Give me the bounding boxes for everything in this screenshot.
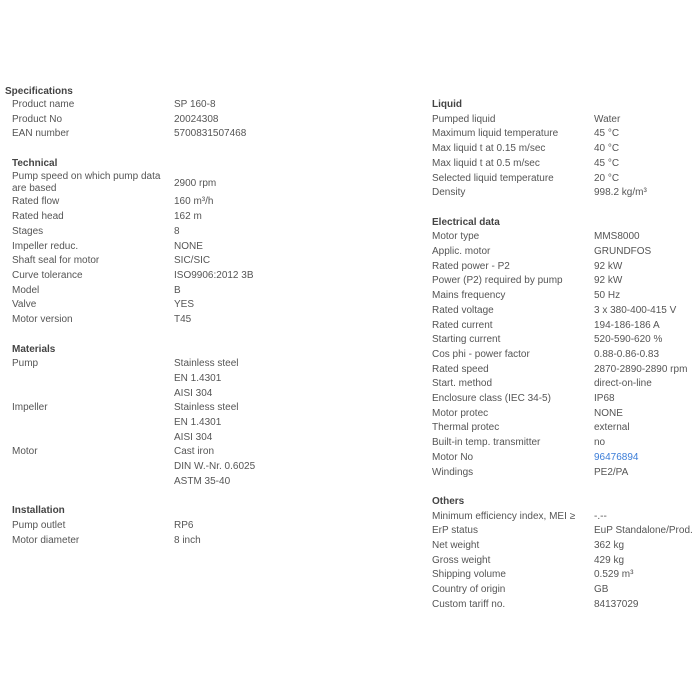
spec-value: 194-186-186 A [594,319,660,331]
spec-row [432,392,700,407]
spec-value: 0.88-0.86-0.83 [594,348,660,360]
left-column [12,98,412,548]
spec-row [432,436,700,451]
spec-row [432,539,700,554]
spec-label: Motor version [12,314,73,326]
spec-value: IP68 [594,393,615,405]
spec-value: GB [594,584,609,596]
spec-label: Model [12,284,40,296]
spec-row [12,401,412,445]
spec-value: YES [174,299,195,311]
spec-value: ASTM 35-40 [174,475,231,487]
spec-row [432,260,700,275]
spec-value: 20 °C [594,172,620,184]
spec-value: T45 [174,314,192,326]
spec-value: 5700831507468 [174,128,247,140]
spec-row [432,230,700,245]
spec-label: Impeller [12,402,48,414]
spec-value: B [174,284,181,296]
spec-value: Stainless steel [174,358,239,370]
spec-row [12,210,412,225]
spec-label: Net weight [432,540,480,552]
spec-row [432,421,700,436]
spec-row [432,333,700,348]
spec-row [12,195,412,210]
spec-row [432,186,700,201]
spec-row [432,510,700,525]
spec-label: Start. method [432,378,493,390]
spec-value: 2900 rpm [174,178,217,190]
spec-label: Selected liquid temperature [432,172,554,184]
spec-row [432,113,700,128]
spec-label: Country of origin [432,584,506,596]
spec-label: Windings [432,466,474,478]
spec-row [12,98,412,113]
spec-row [12,225,412,240]
spec-value: NONE [594,407,623,419]
spec-label: ErP status [432,525,478,537]
spec-value: NONE [174,240,203,252]
spec-row [432,319,700,334]
others-section [432,495,700,613]
materials-section [12,343,412,490]
spec-label: Product name [12,99,75,110]
spec-value: 8 [174,225,180,237]
spec-row [12,269,412,284]
spec-value: 92 kW [594,275,623,287]
page-title: Specifications [5,86,73,97]
spec-label: Applic. motor [432,245,491,257]
spec-label: Maximum liquid temperature [432,128,559,140]
section-title-others: Others [432,495,465,507]
spec-label: Product No [12,113,63,125]
electrical-section [432,216,700,481]
spec-value: external [594,422,630,434]
spec-value: 362 kg [594,540,625,552]
spec-label: Pumped liquid [432,113,496,125]
spec-value: 45 °C [594,157,620,169]
spec-value: 3 x 380-400-415 V [594,304,677,316]
spec-row [12,298,412,313]
spec-row [12,240,412,255]
spec-row [432,554,700,569]
spec-value: Cast iron [174,446,215,458]
spec-value: 998.2 kg/m³ [594,187,647,199]
spec-label: Starting current [432,334,501,346]
spec-label: Rated flow [12,196,60,208]
spec-row [432,172,700,187]
spec-row [12,357,412,401]
spec-row [432,363,700,378]
spec-row [432,583,700,598]
spec-value: 429 kg [594,554,625,566]
spec-row [432,157,700,172]
spec-label: Pump [12,358,39,370]
spec-row [12,445,412,489]
spec-value: 40 °C [594,143,620,155]
spec-row [432,274,700,289]
spec-row [12,534,412,549]
installation-section [12,504,412,548]
spec-value: 50 Hz [594,290,621,302]
spec-value: SP 160-8 [174,99,216,110]
spec-row [432,142,700,157]
spec-label: Density [432,187,466,199]
spec-value: MMS8000 [594,231,640,243]
spec-value: DIN W.-Nr. 0.6025 [174,461,256,473]
liquid-section [432,98,700,201]
spec-row [432,289,700,304]
spec-row [432,304,700,319]
section-title-technical: Technical [12,157,58,169]
section-title-liquid: Liquid [432,99,462,110]
spec-label: Valve [12,299,37,311]
spec-label: Motor No [432,451,474,463]
spec-row [432,568,700,583]
spec-row [12,284,412,299]
spec-label: Stages [12,225,44,237]
spec-row [432,377,700,392]
spec-label: Max liquid t at 0.15 m/sec [432,143,546,155]
spec-value: 20024308 [174,113,219,125]
spec-label: Cos phi - power factor [432,348,530,360]
section-title-installation: Installation [12,505,65,517]
spec-row [12,254,412,269]
spec-label: Rated power - P2 [432,260,510,272]
technical-section [12,157,412,328]
spec-value: 520-590-620 % [594,334,663,346]
spec-label: EAN number [12,128,70,140]
spec-label: Minimum efficiency index, MEI ≥ [432,510,576,522]
spec-label: Thermal protec [432,422,500,434]
spec-value: RP6 [174,519,194,531]
spec-label: Motor protec [432,407,489,419]
spec-label: Shipping volume [432,569,506,581]
spec-label: Rated voltage [432,304,494,316]
spec-row [432,407,700,422]
spec-label: Motor diameter [12,534,80,546]
spec-row [432,466,700,481]
section-title-electrical: Electrical data [432,216,500,228]
spec-row [12,113,412,128]
spec-label: Mains frequency [432,290,506,302]
spec-row [12,519,412,534]
spec-value: -.-- [594,510,607,522]
spec-label: Rated speed [432,363,489,375]
spec-label: Motor type [432,231,480,243]
spec-row [432,348,700,363]
spec-row [432,598,700,613]
spec-row [432,451,700,466]
spec-label: Max liquid t at 0.5 m/sec [432,157,540,169]
spec-value: SIC/SIC [174,255,211,267]
spec-label: Power (P2) required by pump [432,275,563,287]
spec-row [432,524,700,539]
spec-row [12,127,412,142]
spec-value: GRUNDFOS [594,245,652,257]
spec-label: Enclosure class (IEC 34-5) [432,393,551,405]
spec-value: 8 inch [174,534,201,546]
spec-value: 45 °C [594,128,620,140]
spec-value: AISI 304 [174,431,213,443]
spec-value: no [594,437,606,449]
spec-value: direct-on-line [594,378,652,390]
spec-value: EN 1.4301 [174,417,222,428]
spec-label: Pump outlet [12,519,66,531]
right-column [432,98,700,613]
spec-label: Impeller reduc. [12,240,79,252]
spec-value: 2870-2890-2890 rpm [594,363,688,375]
spec-value: 84137029 [594,598,639,610]
spec-row [12,313,412,328]
spec-row [432,245,700,260]
spec-label: Curve tolerance [12,270,83,281]
spec-value: 162 m [174,211,202,223]
spec-label: Shaft seal for motor [12,255,100,267]
spec-value: PE2/PA [594,466,629,478]
spec-label: Pump speed on which pump data are based [12,171,161,195]
spec-label: Custom tariff no. [432,598,506,610]
spec-value: AISI 304 [174,387,213,399]
spec-label: Motor [12,446,38,458]
section-title-materials: Materials [12,343,56,355]
motor-no-link[interactable]: 96476894 [594,451,639,463]
spec-label: Built-in temp. transmitter [432,437,541,449]
spec-row [432,127,700,142]
spec-value: 160 m³/h [174,196,214,208]
spec-row [12,171,412,195]
spec-value: EuP Standalone/Prod. [594,525,693,537]
spec-label: Gross weight [432,554,491,566]
general-section [12,98,412,142]
spec-value: Water [594,113,621,125]
spec-value: EN 1.4301 [174,372,222,384]
spec-value: Stainless steel [174,402,239,414]
spec-label: Rated head [12,211,64,223]
spec-label: Rated current [432,319,493,331]
spec-value: 92 kW [594,260,623,272]
spec-value: 0.529 m³ [594,569,634,581]
spec-value: ISO9906:2012 3B [174,270,254,281]
